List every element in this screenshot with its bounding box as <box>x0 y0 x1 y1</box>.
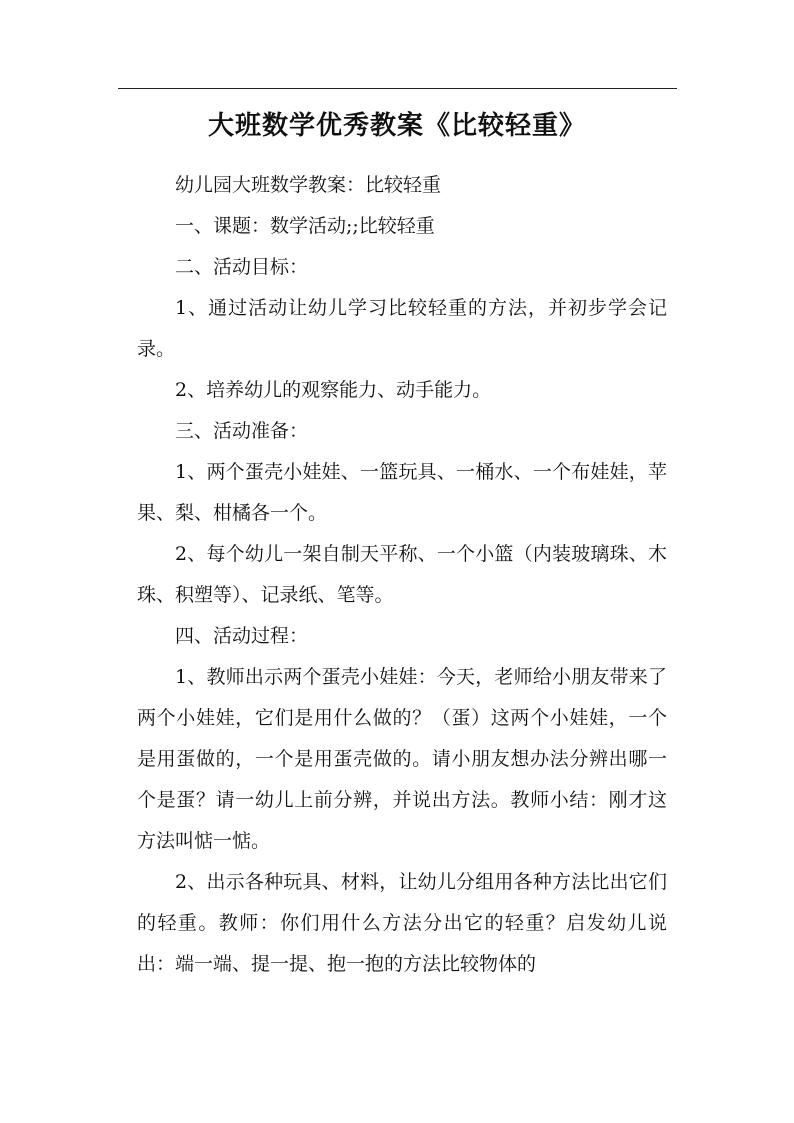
paragraph-topic: 一、课题：数学活动;;比较轻重 <box>175 215 435 237</box>
paragraph-preparation-2: 2、每个幼儿一架自制天平称、一个小篮（内装玻璃珠、木珠、积塑等）、记录纸、笔等。 <box>137 543 667 606</box>
paragraph-preparation-1: 1、两个蛋壳小娃娃、一篮玩具、一桶水、一个布娃娃，苹果、梨、柑橘各一个。 <box>137 461 667 524</box>
document-body <box>137 165 667 985</box>
paragraph-intro: 幼儿园大班数学教案：比较轻重 <box>175 174 442 196</box>
document-title: 大班数学优秀教案《比较轻重》 <box>207 111 586 141</box>
heading-goals: 二、活动目标： <box>175 256 309 278</box>
heading-preparation: 三、活动准备： <box>175 420 309 442</box>
heading-process: 四、活动过程： <box>175 625 309 647</box>
paragraph-goal-1: 1、通过活动让幼儿学习比较轻重的方法，并初步学会记录。 <box>137 297 667 360</box>
paragraph-goal-2: 2、培养幼儿的观察能力、动手能力。 <box>175 379 492 401</box>
header-rule <box>118 88 677 89</box>
paragraph-process-1: 1、教师出示两个蛋壳小娃娃：今天，老师给小朋友带来了两个小娃娃，它们是用什么做的？（蛋）这两个小娃娃，一个是用蛋做的，一个是用蛋壳做的。请小朋友想办法分辨出哪一个是蛋？请一幼儿上前分辨，并说出方法。教师小结：刚才这方法叫惦一惦。 <box>137 666 667 852</box>
paragraph-process-2: 2、出示各种玩具、材料，让幼儿分组用各种方法比出它们的轻重。教师：你们用什么方法分出它的轻重？启发幼儿说出：端一端、提一提、抱一抱的方法比较物体的 <box>137 871 667 975</box>
